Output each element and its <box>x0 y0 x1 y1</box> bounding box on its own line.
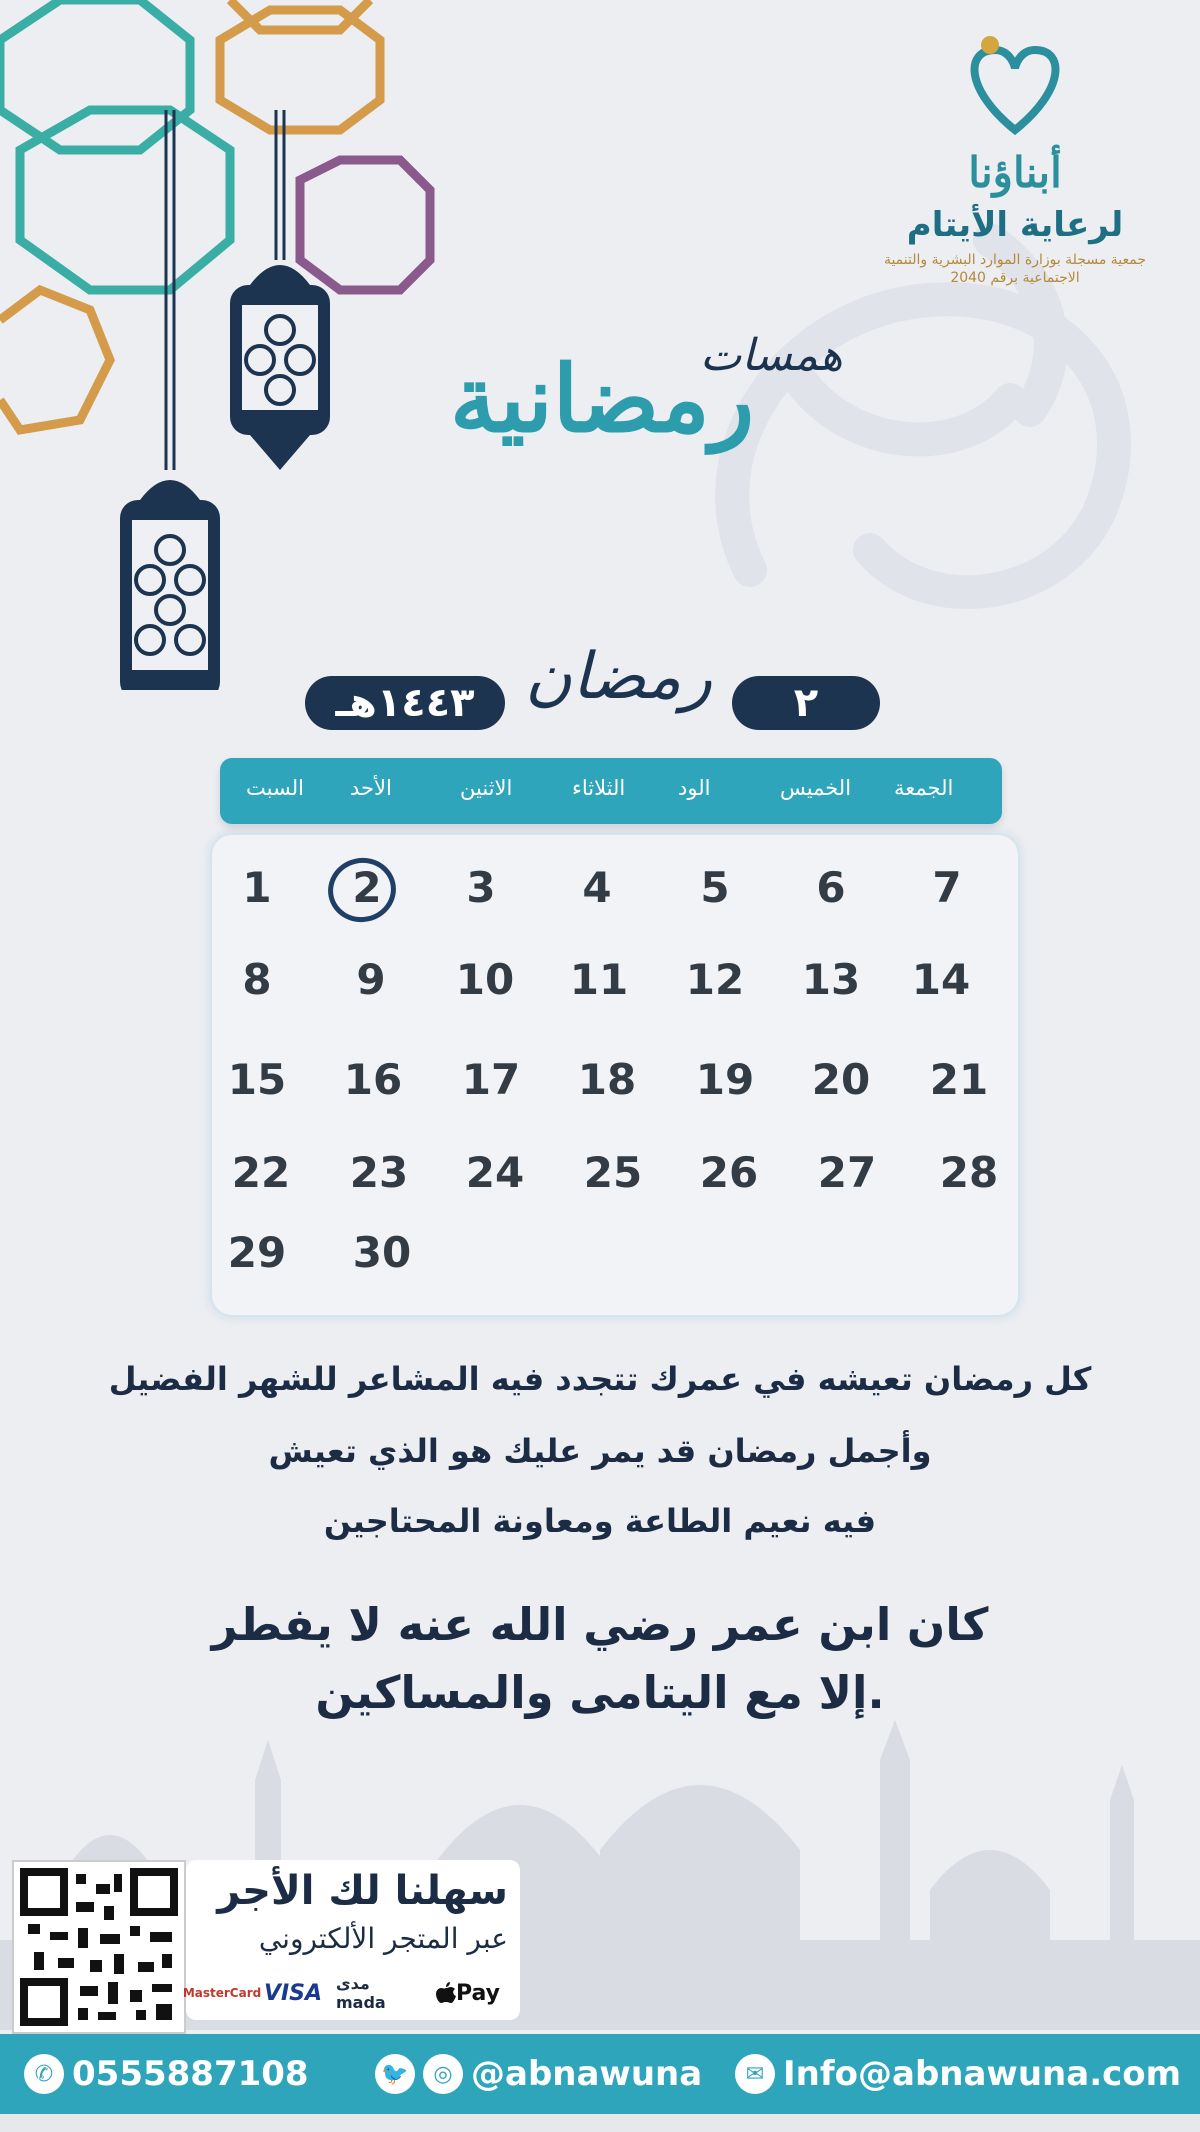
heart-logo-icon <box>955 30 1075 140</box>
calendar-day: 28 <box>939 1148 999 1197</box>
calendar-day: 3 <box>466 863 496 912</box>
email-address: Info@abnawuna.com <box>783 2054 1182 2094</box>
calendar-day: 17 <box>461 1055 521 1104</box>
weekday-saturday: السبت <box>246 776 304 800</box>
calendar-day: 19 <box>695 1055 755 1104</box>
footer-bar <box>0 2034 1200 2114</box>
calendar-day: 8 <box>242 955 272 1004</box>
calendar-day: 9 <box>356 955 386 1004</box>
footer-social[interactable] <box>375 2054 702 2094</box>
whatsapp-icon: ✆ <box>24 2054 64 2094</box>
weekday-sunday: الأحد <box>350 776 392 800</box>
lantern-icon <box>110 110 230 690</box>
footer-bottom-strip <box>0 2114 1200 2132</box>
calendar-day: 23 <box>349 1148 409 1197</box>
calendar-day-today: 2 <box>352 863 382 912</box>
organization-logo <box>870 30 1160 287</box>
mastercard-icon: MasterCard <box>194 1976 250 2010</box>
calendar-day: 20 <box>811 1055 871 1104</box>
store-subtitle: عبر المتجر الألكتروني <box>258 1922 508 1955</box>
apple-pay-icon <box>426 1976 510 2010</box>
calendar-day: 6 <box>816 863 846 912</box>
calendar-day: 7 <box>932 863 962 912</box>
calendar-day: 26 <box>699 1148 759 1197</box>
calendar-day: 24 <box>465 1148 525 1197</box>
calendar-day: 11 <box>569 955 629 1004</box>
calendar-day: 21 <box>929 1055 989 1104</box>
calendar-day: 30 <box>352 1228 412 1277</box>
footer-email[interactable] <box>735 2054 1181 2094</box>
hijri-year-pill: ١٤٤٣هـ <box>305 676 505 730</box>
weekday-thursday: الخميس <box>780 776 852 800</box>
calendar-day: 22 <box>231 1148 291 1197</box>
calendar-day: 29 <box>227 1228 287 1277</box>
quote-line: إلا مع اليتامى والمساكين. <box>315 1666 885 1719</box>
calendar-day: 14 <box>911 955 971 1004</box>
instagram-icon: ◎ <box>423 2054 463 2094</box>
calendar-day: 10 <box>455 955 515 1004</box>
mada-icon: مدى mada <box>336 1974 386 2012</box>
logo-subtitle: لرعاية الأيتام <box>906 205 1124 245</box>
calendar-day: 18 <box>577 1055 637 1104</box>
calendar-day: 1 <box>242 863 272 912</box>
apple-icon <box>436 1982 456 2004</box>
hijri-month-number-pill: ٢ <box>732 676 880 730</box>
weekday-monday: الاثنين <box>460 776 513 800</box>
calendar-day: 4 <box>582 863 612 912</box>
month-name: رمضان <box>525 640 713 714</box>
title-small: همسات <box>700 330 843 381</box>
paragraph-line: وأجمل رمضان قد يمر عليك هو الذي تعيش <box>268 1432 932 1470</box>
weekday-friday: الجمعة <box>894 776 954 800</box>
logo-word: أبناؤنا <box>968 148 1062 197</box>
calendar-day: 16 <box>343 1055 403 1104</box>
phone-number: 0555887108 <box>72 2054 309 2094</box>
paragraph-line: فيه نعيم الطاعة ومعاونة المحتاجين <box>323 1502 877 1540</box>
lantern-icon <box>220 110 340 480</box>
twitter-icon: 🐦 <box>375 2054 415 2094</box>
e-store-box[interactable] <box>182 1860 520 2020</box>
qr-code-icon[interactable] <box>12 1860 186 2034</box>
calendar-day: 15 <box>227 1055 287 1104</box>
footer-phone[interactable] <box>24 2054 309 2094</box>
calendar-day: 12 <box>685 955 745 1004</box>
calendar-day: 13 <box>801 955 861 1004</box>
weekday-wednesday: الود <box>678 776 711 800</box>
weekday-tuesday: الثلاثاء <box>572 776 626 800</box>
calendar-day: 27 <box>817 1148 877 1197</box>
mail-icon: ✉ <box>735 2054 775 2094</box>
quote-line: كان ابن عمر رضي الله عنه لا يفطر <box>211 1598 989 1651</box>
visa-icon: VISA <box>263 1980 323 2006</box>
logo-registration: جمعية مسجلة بوزارة الموارد البشرية والتنمية الاجتماعية برقم 2040 <box>883 252 1147 286</box>
social-handle: @abnawuna <box>471 2054 703 2094</box>
store-title: سهلنا لك الأجر <box>217 1868 508 1914</box>
title-big: رمضانية <box>450 345 755 453</box>
apple-pay-label: Pay <box>455 1980 501 2006</box>
calendar-day: 25 <box>583 1148 643 1197</box>
calendar-day: 5 <box>700 863 730 912</box>
weekday-header <box>220 758 1002 824</box>
paragraph-line: كل رمضان تعيشه في عمرك تتجدد فيه المشاعر للشهر الفضيل <box>108 1360 1092 1398</box>
